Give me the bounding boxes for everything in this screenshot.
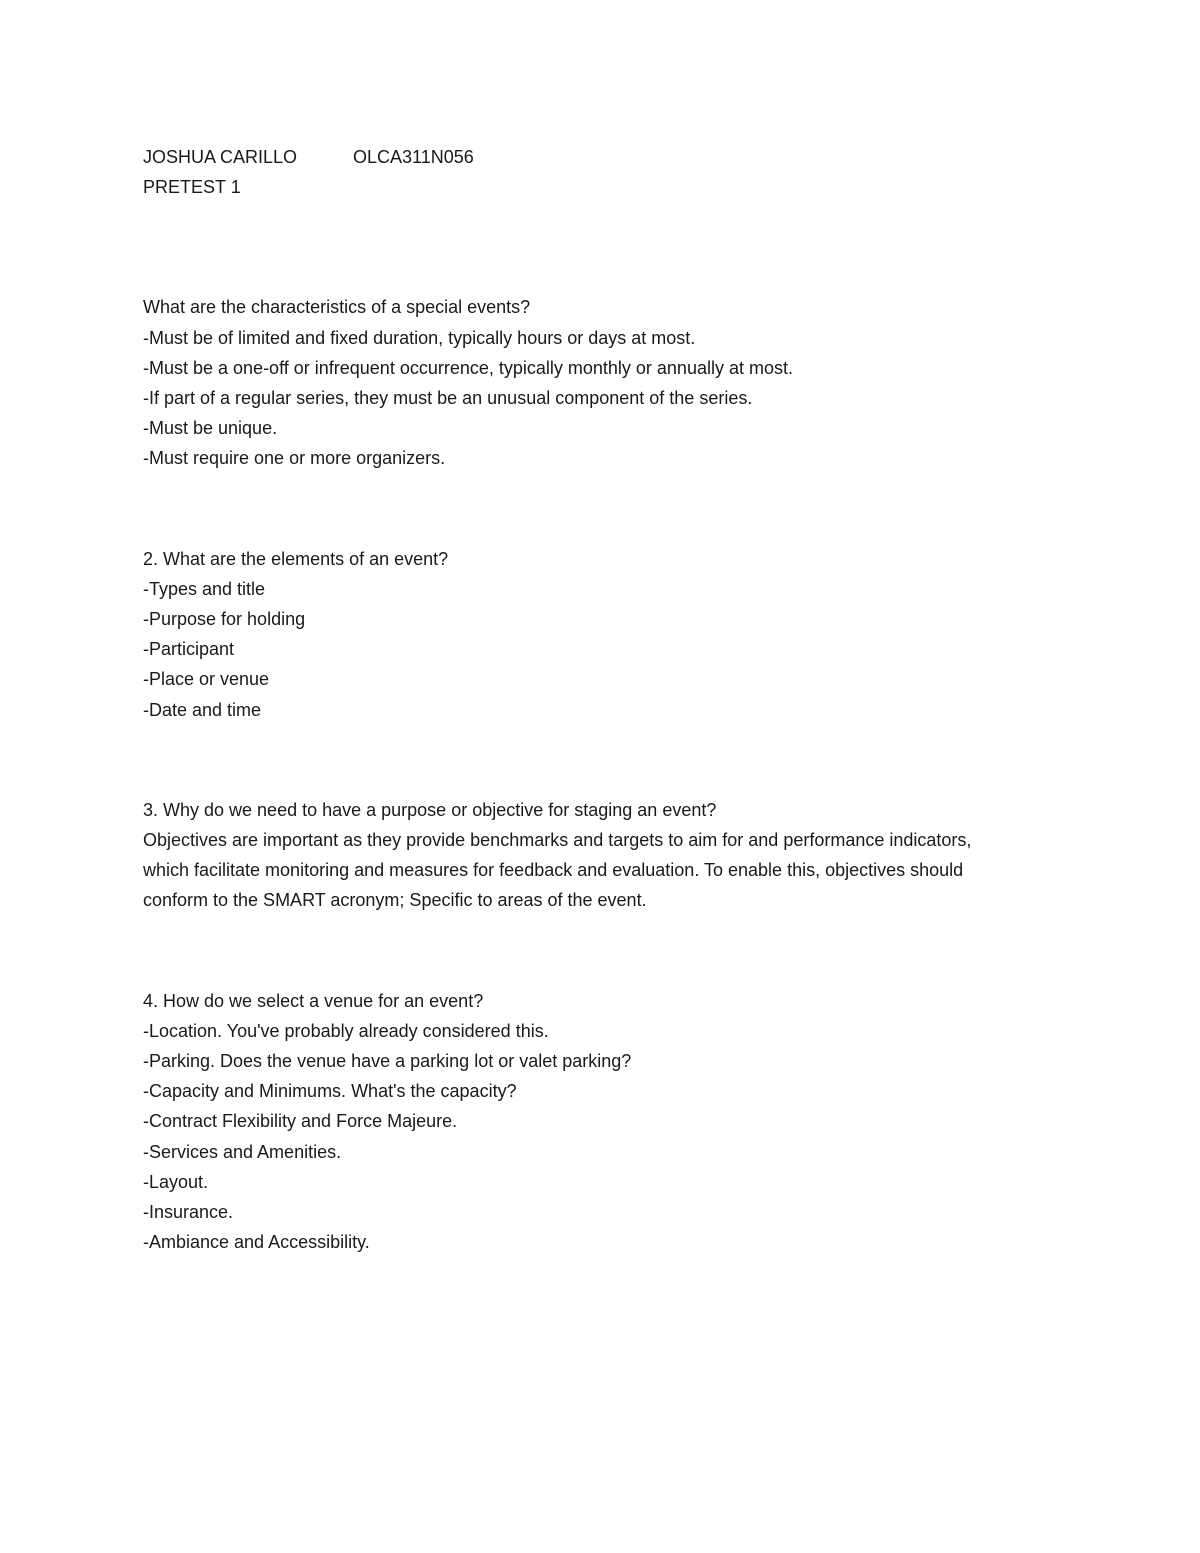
question-section-4 xyxy=(143,986,1083,1258)
header-row xyxy=(143,142,1083,172)
spacer xyxy=(143,474,1083,544)
question-text: 3. Why do we need to have a purpose or objective for staging an event? xyxy=(143,799,717,820)
spacer xyxy=(143,725,1083,795)
answer-line: -Layout. xyxy=(143,1171,209,1192)
question-text: 2. What are the elements of an event? xyxy=(143,548,449,569)
answer-line: -Must be a one-off or infrequent occurrence, typically monthly or annually at most. xyxy=(143,357,793,378)
student-code: OLCA311N056 xyxy=(353,147,474,167)
answer-line: -Participant xyxy=(143,639,235,660)
answer-line: -Must be unique. xyxy=(143,418,278,439)
answer-line: -Contract Flexibility and Force Majeure. xyxy=(143,1111,458,1132)
question-text: What are the characteristics of a special events? xyxy=(143,297,531,318)
answer-line: -Capacity and Minimums. What's the capacity? xyxy=(143,1081,517,1102)
answer-paragraph-line: Objectives are important as they provide benchmarks and targets to aim for and performance indicators, xyxy=(143,830,972,851)
answer-line: -Purpose for holding xyxy=(143,609,306,630)
question-section-2 xyxy=(143,544,1083,725)
answer-line: -Date and time xyxy=(143,699,262,720)
answer-line: -Must require one or more organizers. xyxy=(143,448,446,469)
question-section-3 xyxy=(143,795,1083,916)
answer-line: -Ambiance and Accessibility. xyxy=(143,1232,370,1253)
answer-line: -Insurance. xyxy=(143,1202,234,1223)
test-title: PRETEST 1 xyxy=(143,177,241,198)
answer-paragraph-line: conform to the SMART acronym; Specific to areas of the event. xyxy=(143,890,647,911)
answer-line: -Location. You've probably already considered this. xyxy=(143,1020,549,1041)
answer-line: -Services and Amenities. xyxy=(143,1141,342,1162)
answer-line: -If part of a regular series, they must be an unusual component of the series. xyxy=(143,388,753,408)
answer-line: -Place or venue xyxy=(143,669,270,690)
question-text: 4. How do we select a venue for an event? xyxy=(143,990,484,1011)
answer-paragraph-line: which facilitate monitoring and measures for feedback and evaluation. To enable this, objectives should xyxy=(143,860,964,881)
answer-line: -Must be of limited and fixed duration, typically hours or days at most. xyxy=(143,327,696,348)
spacer xyxy=(143,202,1083,292)
spacer xyxy=(143,916,1083,986)
question-section-1 xyxy=(143,292,1083,473)
student-name: JOSHUA CARILLO xyxy=(143,147,298,167)
answer-line: -Parking. Does the venue have a parking lot or valet parking? xyxy=(143,1051,632,1072)
answer-line: -Types and title xyxy=(143,578,266,599)
document-body xyxy=(143,142,1083,1257)
